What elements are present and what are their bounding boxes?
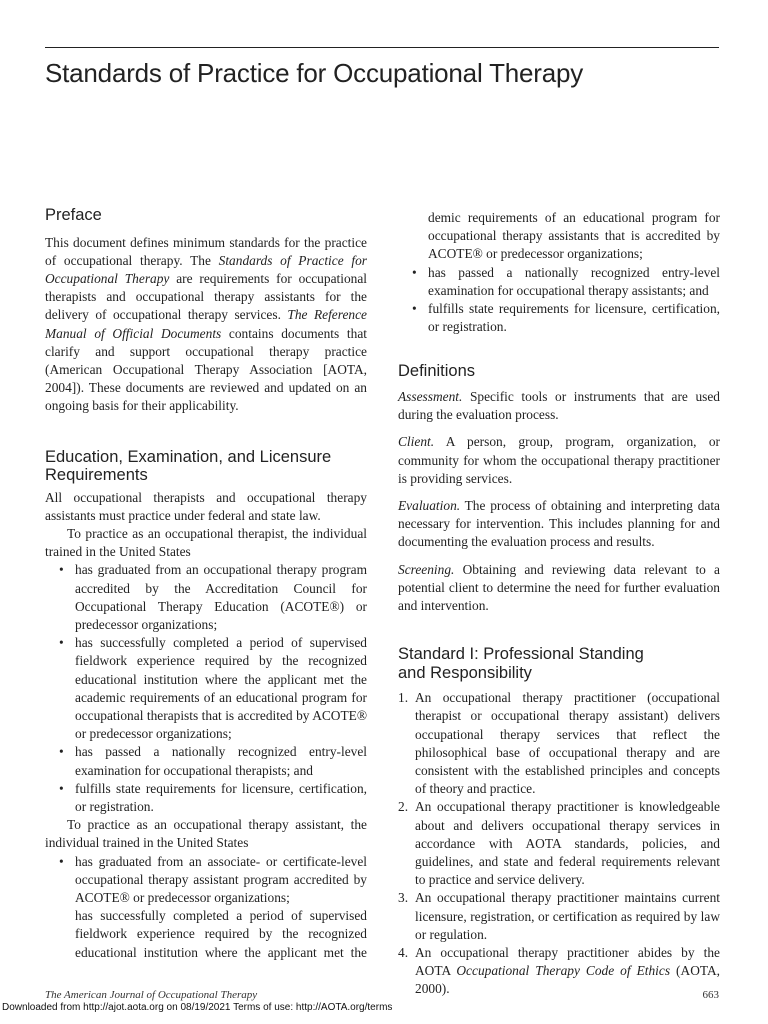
list-item: 2. An occupational therapy practitioner is knowledgeable about and delivers occupational therapy services in accordance with AOTA standards, policies, and guidelines, and state and federal requirements relevant to practice and service delivery. bbox=[398, 799, 720, 888]
definition-evaluation: Evaluation. The process of obtaining and interpreting data necessary for intervention. This includes planning for and documenting the evaluation process and results. bbox=[398, 497, 720, 550]
list-item: • has successfully completed a period of supervised fieldwork experience required by the recognized educational institution where the applicant met the academic requirements of an educational program for occupational therapists that is accredited by ACOTE® or predecessor organizations; bbox=[75, 634, 367, 743]
definition-client: Client. A person, group, program, organization, or community for whom the occupational therapy practitioner is providing services. bbox=[398, 434, 720, 486]
standard1-heading: Standard I: Professional Standing and Responsibility bbox=[398, 645, 644, 682]
list-item-continued bbox=[428, 209, 720, 264]
preface-heading: Preface bbox=[45, 206, 102, 224]
list-item: • has passed a nationally recognized entry-level examination for occupational therapy assistants; and bbox=[428, 264, 720, 300]
list-item: • has passed a nationally recognized entry-level examination for occupational therapists; and bbox=[75, 743, 367, 779]
ota-intro: To practice as an occupational therapy assistant, the individual trained in the United States bbox=[45, 817, 367, 851]
list-item: • has graduated from an associate- or certificate-level occupational therapy assistant program accredited by ACOTE® or predecessor organizations; bbox=[75, 853, 367, 908]
definition-assessment: Assessment. Specific tools or instruments that are used during the evaluation process. bbox=[398, 388, 720, 423]
page-number: 663 bbox=[702, 989, 719, 1001]
list-item: 1. An occupational therapy practitioner (occupational therapist or occupational therapy assistant) delivers occupational therapy services that reflect the philosophical base of occupational therapy and are consistent with the established principles and concepts of theory and practice. bbox=[398, 690, 720, 797]
education-intro: All occupational therapists and occupational therapy assistants must practice under federal and state law. bbox=[45, 489, 367, 523]
ota-requirements-list-part1 bbox=[45, 853, 367, 962]
list-item: • has successfully completed a period of supervised fieldwork experience required by the recognized educational institution where the applicant met the bbox=[75, 907, 367, 961]
continued-text: demic requirements of an educational program for occupational therapy assistants that is accredited by ACOTE® or predecessor organizations; bbox=[428, 210, 720, 262]
definitions-heading: Definitions bbox=[398, 362, 476, 381]
preface-paragraph: This document defines minimum standards for the practice of occupational therapy. The Standards of Practice for Occupational Therapy are requirements for occupational therapists and occupational therapy assistants for the delivery of occupational therapy services. The Reference Manual of Official Documents contains documents that clarify and support occupational therapy practice (American Occupational Therapy Association [AOTA, 2004]). These documents are reviewed and updated on an ongoing basis for their applicability. bbox=[45, 234, 368, 414]
ot-requirements-list bbox=[45, 561, 367, 816]
download-notice: Downloaded from http://ajot.aota.org on 08/19/2021 Terms of use: http://AOTA.org/terms bbox=[2, 1002, 393, 1013]
standard1-list bbox=[398, 689, 720, 998]
education-heading: Education, Examination, and Licensure Requirements bbox=[45, 447, 332, 485]
definition-screening: Screening. Obtaining and reviewing data relevant to a potential client to determine the need for further evaluation and intervention. bbox=[398, 561, 720, 613]
list-item: 3. An occupational therapy practitioner maintains current licensure, registration, or certification as required by law or regulation. bbox=[398, 890, 720, 942]
list-item: • has graduated from an occupational therapy program accredited by the Accreditation Council for Occupational Therapy Education (ACOTE®) or predecessor organizations; bbox=[75, 561, 367, 634]
right-column bbox=[398, 209, 720, 999]
list-item: • fulfills state requirements for licensure, certification, or registration. bbox=[75, 780, 367, 816]
page-title: Standards of Practice for Occupational Therapy bbox=[45, 58, 584, 88]
left-column bbox=[45, 206, 367, 961]
ot-intro: To practice as an occupational therapist, the individual trained in the United States bbox=[45, 525, 367, 560]
ota-requirements-list-part2 bbox=[398, 209, 720, 336]
top-rule bbox=[45, 47, 719, 48]
footer-journal-name: The American Journal of Occupational Therapy bbox=[45, 989, 258, 1001]
list-item: • fulfills state requirements for licensure, certification, or registration. bbox=[428, 300, 720, 336]
list-item: 4. An occupational therapy practitioner abides by the AOTA Occupational Therapy Code of Ethics (AOTA, 2000). bbox=[398, 945, 720, 997]
